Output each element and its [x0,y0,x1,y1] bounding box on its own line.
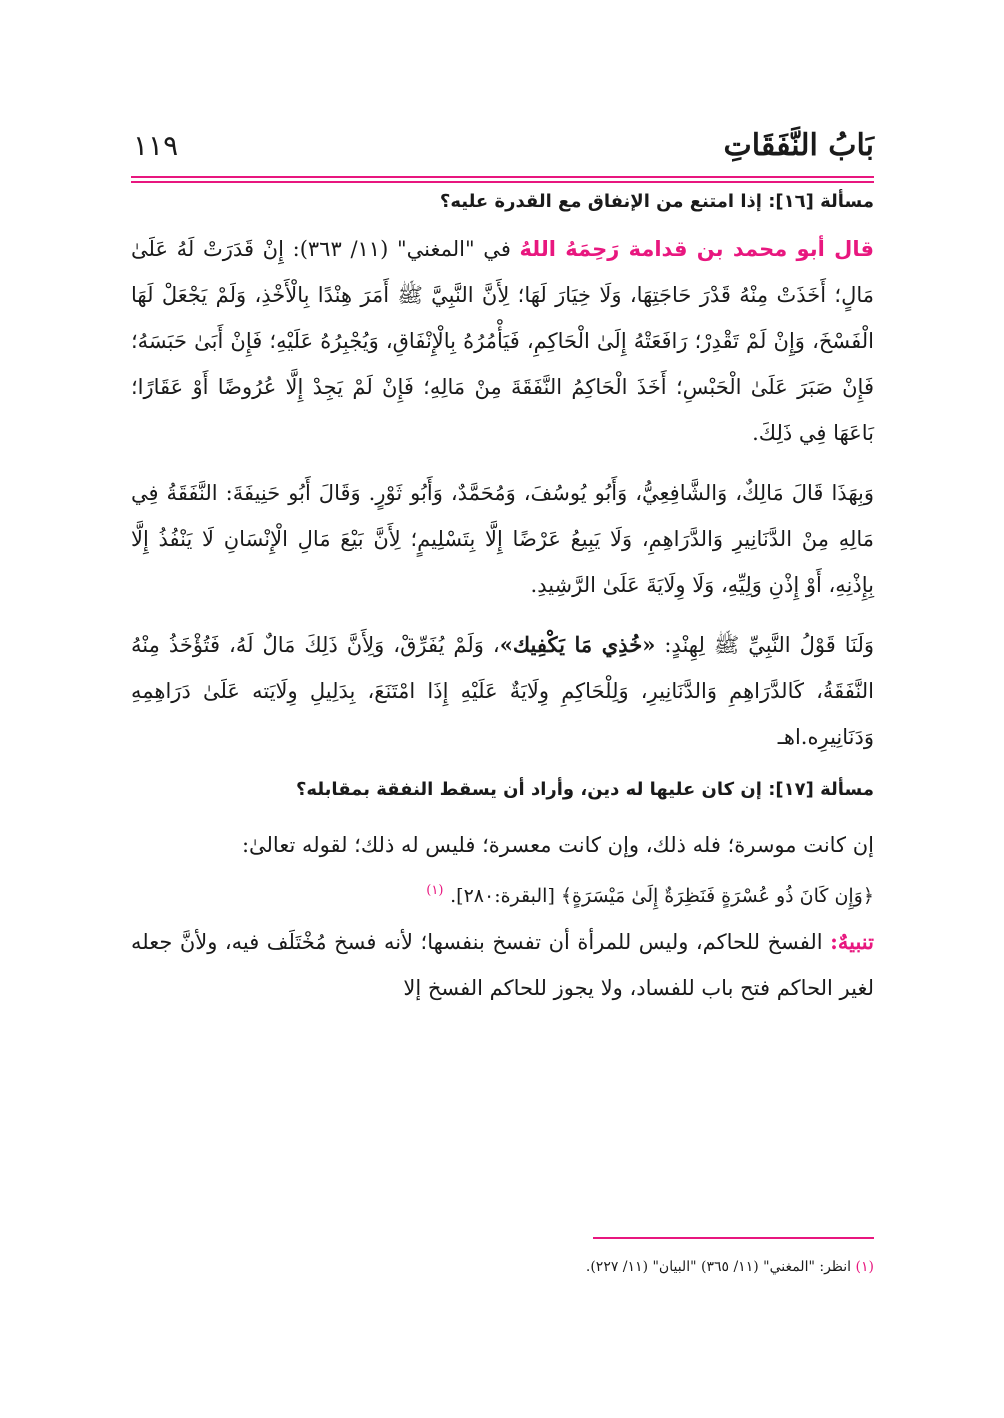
header-rule [131,176,874,178]
quote-text-1: في "المغني" (١١/ ٣٦٣): إِنْ قَدَرَتْ لَهُ عَلَىٰ مَالٍ؛ أَخَذَتْ مِنْهُ قَدْرَ حَاجَتِهَا، وَلَا خِيَارَ لَهَا؛ لِأَنَّ النَّبِيَّ ﷺ أَمَرَ هِنْدًا بِالْأَخْذِ، وَلَمْ يَجْعَلْ لَهَا الْفَسْخَ، وَإِنْ لَمْ تَقْدِرْ؛ رَافَعَتْهُ إِلَىٰ الْحَاكِمِ، فَيَأْمُرُهُ بِالْإِنْفَاقِ، وَيُجْبِرُهُ عَلَيْهِ؛ فَإِنْ أَبَىٰ حَبَسَهُ؛ فَإِنْ صَبَرَ عَلَىٰ الْحَبْسِ؛ أَخَذَ الْحَاكِمُ النَّفَقَةَ مِنْ مَالِهِ؛ فَإِنْ لَمْ يَجِدْ إِلَّا عُرُوضًا أَوْ عَقَارًا؛ بَاعَهَا فِي ذَلِكَ. [131,237,874,445]
question-17-heading [131,778,874,802]
quote-text-3b: ، وَلَمْ يُفَرِّقْ، وَلِأَنَّ ذَلِكَ مَالٌ لَهُ، فَتُؤْخَذُ مِنْهُ النَّفَقَةُ، كَالدَّرَاهِمِ وَالدَّنَانِيرِ، وَلِلْحَاكِمِ وِلَايَةٌ عَلَيْهِ إِذَا امْتَنَعَ، بِدَلِيلِ وِلَايَته عَلَىٰ دَرَاهِمِهِ وَدَنَانِيرِه.اهـ [131,633,874,749]
footnote-rule [593,1237,874,1239]
chapter-title: بَابُ النَّفَقَاتِ [723,128,874,163]
question-16-heading [131,190,874,214]
footnote-number: (١) [855,1259,874,1275]
question-16-title: إذا امتنع من الإنفاق مع القدرة عليه؟ [439,191,762,212]
tanbih-paragraph [131,919,874,1011]
question-16-quote-paragraph-1 [131,226,874,456]
question-16-quote-paragraph-3 [131,622,874,760]
question-17-title: إن كان عليها له دين، وأراد أن يسقط النفقة بمقابله؟ [295,779,762,800]
footnote [131,1256,874,1278]
footnote-reference[interactable]: (١) [426,883,444,898]
footnote-text: انظر: "المغني" (١١/ ٣٦٥) "البيان" (١١/ ٢٢٧). [585,1259,856,1275]
page-header [133,126,874,176]
question-16-label: مسألة [١٦]: [768,191,874,212]
hadith-quote: «خُذِي مَا يَكْفِيك» [499,632,656,657]
question-17-label: مسألة [١٧]: [768,779,874,800]
quote-text-3a: وَلَنَا قَوْلُ النَّبِيِّ ﷺ لِهِنْدٍ: [655,633,874,657]
page-content [131,182,874,1011]
tanbih-label: تنبيهٌ: [830,929,874,954]
question-16-quote-paragraph-2: وَبِهَذَا قَالَ مَالِكٌ، وَالشَّافِعِيُّ، وَأَبُو يُوسُفَ، وَمُحَمَّدٌ، وَأَبُو ثَوْرٍ. وَقَالَ أَبُو حَنِيفَةَ: النَّفَقَةُ فِي مَالِهِ مِنْ الدَّنَانِيرِ وَالدَّرَاهِمِ، وَلَا يَبِيعُ عَرْضًا إِلَّا بِتَسْلِيمٍ؛ لِأَنَّ بَيْعَ مَالِ الْإِنْسَانِ لَا يَنْفُذُ إِلَّا بِإِذْنِهِ، أَوْ إِذْنِ وَلِيِّهِ، وَلَا وِلَايَةَ عَلَىٰ الرَّشِيدِ. [131,481,874,597]
page-number: ١١٩ [133,129,179,162]
quran-verse-line [131,868,874,919]
author-attribution: قال أبو محمد بن قدامة رَحِمَهُ اللهُ [519,237,874,261]
question-17-paragraph-1: إن كانت موسرة؛ فله ذلك، وإن كانت معسرة؛ فليس له ذلك؛ لقوله تعالىٰ: [241,833,874,857]
quran-verse: ﴿وَإِن كَانَ ذُو عُسْرَةٍ فَنَظِرَةٌ إِلَىٰ مَيْسَرَةٍ﴾ [البقرة:٢٨٠]. [450,885,874,907]
tanbih-text: الفسخ للحاكم، وليس للمرأة أن تفسخ بنفسها؛ لأنه فسخ مُخْتَلَف فيه، ولأنَّ جعله لغير الحاكم فتح باب للفساد، ولا يجوز للحاكم الفسخ إلا [131,930,874,1000]
